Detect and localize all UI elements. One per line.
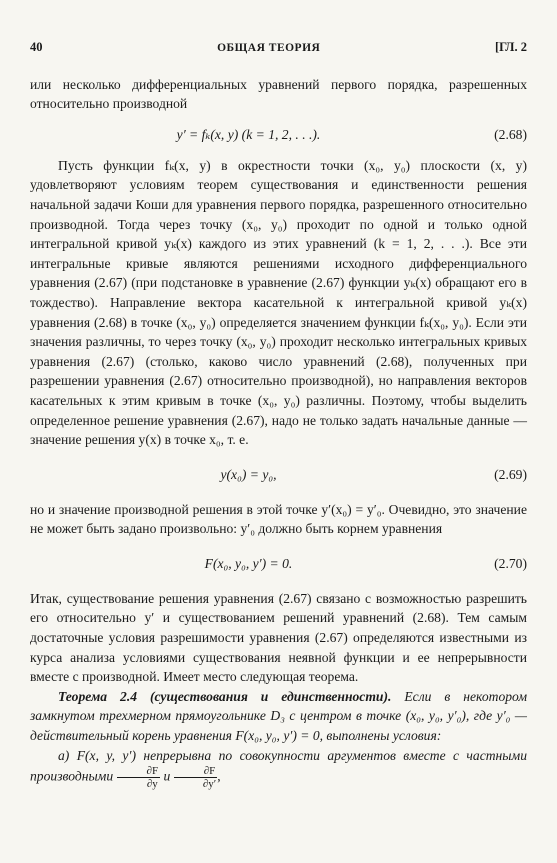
theorem-body: Если в некотором замкнутом трехмерном прямоугольнике D₃ с центром в точке (x₀, y₀, y′₀), где y′₀ — действительный корень уравнения F(x₀, y₀, y′) = 0, выполнены условия: <box>30 688 528 744</box>
page-number: 40 <box>30 40 43 54</box>
paragraph-derivative: но и значение производной решения в этой точке y′(x₀) = y′₀. Очевидно, это значение не может быть задано произвольно: y′₀ должно быть корнем уравнения <box>30 501 527 537</box>
paragraph-main: Пусть функции fₖ(x, y) в окрестности точки (x₀, y₀) плоскости (x, y) удовлетворяют условиям теорем существования и единственности решения начальной задачи Коши для уравнения первого порядка, разрешенного относительно производной. Тогда через точку (x₀, y₀) проходит по одной и только одной интегральной кривой yₖ(x) каждого из этих уравнений (k = 1, 2, . . .). Все эти интегральные кривые являются решениями исходного дифференциального уравнения (2.67) (при подстановке в уравнение (2.67) функции yₖ(x) обращают его в тождество). Направление вектора касательной к интегральной кривой yₖ(x) уравнения (2.68) в точке (x₀, y₀) определяется значением функции fₖ(x₀, y₀). Если эти значения различны, то через точку (x₀, y₀) проходит несколько интегральных кривых уравнения (2.67) (столько, каково число уравнений (2.68), полученных при разрешении уравнения (2.67) относительно производной), но направления векторов касательных к этим кривым в точке (x₀, y₀) различны. Поэтому, чтобы выделить определенное решение уравнения (2.67), надо не только задать начальные данные — значение решения y(x) в точке x₀, т. е. <box>30 157 527 448</box>
fraction-denominator: ∂y <box>146 778 158 791</box>
theorem-condition-a <box>30 746 527 791</box>
equation-formula: y(x₀) = y₀, <box>220 466 277 482</box>
chapter-label: [ГЛ. 2 <box>494 40 527 54</box>
book-page <box>30 38 527 790</box>
theorem-title: Теорема 2.4 (существования и единственности). <box>58 688 392 704</box>
condition-a-text: а) F(x, y, y′) непрерывна по совокупности аргументов вместе с частными производными <box>30 747 527 784</box>
condition-a-tail: , <box>217 768 221 784</box>
running-title: ОБЩАЯ ТЕОРИЯ <box>217 42 321 54</box>
equation-2-69 <box>30 464 527 486</box>
fraction-denominator: ∂y′ <box>202 778 217 791</box>
equation-number: (2.69) <box>494 466 527 482</box>
conjunction: и <box>163 768 171 784</box>
fraction-numerator: ∂F <box>117 765 161 778</box>
equation-number: (2.70) <box>494 556 527 572</box>
paragraph-intro: или несколько дифференциальных уравнений первого порядка, разрешенных относительно производной <box>30 76 527 112</box>
fraction-numerator: ∂F <box>174 765 218 778</box>
paragraph-summary: Итак, существование решения уравнения (2.67) связано с возможностью разрешить его относительно y′ и существованием решений уравнений (2.68). Тем самым достаточные условия разрешимости уравнения (2.67) определяются известными из курса анализа условиями существования неявной функции и ее непрерывности вместе с производной. Имеет место следующая теорема. <box>30 590 527 685</box>
equation-number: (2.68) <box>494 126 527 142</box>
equation-2-70 <box>30 553 527 575</box>
partial-derivative-y <box>117 765 161 790</box>
theorem-statement <box>30 687 527 746</box>
partial-derivative-y-prime <box>174 765 221 791</box>
equation-formula: y′ = fₖ(x, y) (k = 1, 2, . . .). <box>176 126 321 142</box>
equation-formula: F(x₀, y₀, y′) = 0. <box>204 556 293 572</box>
running-header <box>30 38 527 59</box>
equation-2-68 <box>30 124 527 146</box>
